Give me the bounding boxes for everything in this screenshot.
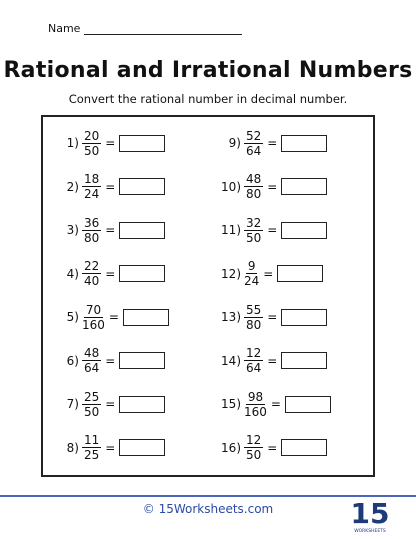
problem-number: 7): [66, 397, 79, 411]
worksheets-logo-icon: [350, 493, 390, 535]
fraction: [244, 433, 263, 462]
problem-number: 9): [228, 136, 241, 150]
numerator: 98: [247, 389, 264, 404]
denominator: 80: [246, 187, 262, 201]
problem-number: 6): [66, 353, 79, 368]
problem-number: 16): [221, 440, 241, 455]
answer-box[interactable]: [281, 352, 327, 369]
instructions: Convert the rational number in decimal number.: [68, 92, 348, 106]
equals-sign: =: [267, 179, 278, 194]
numerator: 25: [84, 389, 100, 404]
equals-sign: =: [105, 397, 116, 411]
name-label: Name: [48, 22, 81, 35]
problem-number: 13): [221, 310, 241, 324]
problem-number: 5): [66, 310, 79, 324]
fraction: [244, 390, 267, 419]
problem-number: 12): [221, 266, 241, 281]
logo-wordmark: WORKSHEETS: [354, 529, 386, 534]
denominator: 50: [246, 230, 262, 245]
equals-sign: =: [105, 223, 116, 237]
problem-9: [215, 125, 327, 161]
footer-copyright[interactable]: © 15Worksheets.com: [142, 502, 274, 516]
equals-sign: =: [105, 266, 116, 281]
fraction: [244, 303, 263, 332]
numerator: 9: [247, 259, 256, 273]
fraction: [82, 433, 101, 462]
fraction: [82, 129, 101, 158]
denominator: 80: [246, 317, 262, 332]
name-field: [48, 22, 242, 35]
problem-box: [41, 115, 375, 477]
problem-12: [215, 256, 323, 292]
numerator: 20: [84, 128, 100, 143]
problem-8: [53, 430, 165, 466]
problem-6: [53, 343, 165, 379]
answer-box[interactable]: [281, 439, 327, 456]
denominator: 25: [84, 448, 100, 462]
problem-1: [53, 125, 165, 161]
numerator: 55: [246, 302, 262, 317]
equals-sign: =: [105, 440, 116, 455]
answer-box[interactable]: [119, 265, 165, 282]
denominator: 160: [244, 404, 267, 419]
denominator: 40: [84, 274, 100, 288]
fraction: [82, 303, 105, 332]
equals-sign: =: [263, 266, 274, 281]
numerator: 12: [246, 346, 262, 360]
problem-number: 2): [66, 179, 79, 194]
numerator: 48: [84, 346, 100, 360]
answer-box[interactable]: [277, 265, 323, 282]
fraction: [82, 259, 101, 288]
answer-box[interactable]: [285, 396, 331, 413]
problem-3: [53, 212, 165, 248]
problem-4: [53, 256, 165, 292]
problem-7: [53, 386, 165, 422]
problem-number: 11): [221, 223, 241, 237]
fraction: [244, 129, 263, 158]
answer-box[interactable]: [281, 135, 327, 152]
equals-sign: =: [105, 353, 116, 368]
answer-box[interactable]: [119, 396, 165, 413]
equals-sign: =: [267, 310, 278, 324]
answer-box[interactable]: [119, 178, 165, 195]
denominator: 64: [246, 361, 262, 375]
denominator: 160: [82, 317, 105, 332]
numerator: 12: [246, 433, 262, 447]
fraction: [244, 172, 263, 201]
equals-sign: =: [108, 310, 119, 324]
answer-box[interactable]: [123, 309, 169, 326]
problem-10: [215, 169, 327, 205]
fraction: [82, 172, 101, 201]
answer-box[interactable]: [281, 309, 327, 326]
fraction: [82, 346, 101, 375]
fraction: [244, 216, 263, 245]
problem-11: [215, 212, 327, 248]
problem-number: 3): [66, 223, 79, 237]
problem-number: 14): [221, 353, 241, 368]
numerator: 32: [246, 215, 262, 230]
problem-number: 10): [221, 179, 241, 194]
denominator: 64: [246, 143, 262, 158]
equals-sign: =: [267, 223, 278, 237]
fraction: [244, 259, 259, 288]
numerator: 48: [246, 172, 262, 186]
answer-box[interactable]: [119, 439, 165, 456]
denominator: 50: [84, 404, 100, 419]
answer-box[interactable]: [119, 352, 165, 369]
denominator: 80: [84, 230, 100, 245]
problem-14: [215, 343, 327, 379]
numerator: 11: [84, 433, 100, 447]
problem-number: 8): [66, 440, 79, 455]
answer-box[interactable]: [281, 222, 327, 239]
problem-16: [215, 430, 327, 466]
equals-sign: =: [105, 136, 116, 150]
answer-box[interactable]: [119, 222, 165, 239]
problem-15: [215, 386, 331, 422]
fraction: [82, 390, 101, 419]
numerator: 52: [246, 128, 262, 143]
equals-sign: =: [270, 397, 281, 411]
logo-number: 15: [350, 497, 390, 530]
numerator: 36: [84, 215, 100, 230]
problem-number: 4): [66, 266, 79, 281]
denominator: 50: [84, 143, 100, 158]
denominator: 64: [84, 361, 100, 375]
answer-box[interactable]: [281, 178, 327, 195]
denominator: 24: [244, 274, 260, 288]
equals-sign: =: [105, 179, 116, 194]
problem-number: 1): [66, 136, 79, 150]
page-title: Rational and Irrational Numbers: [3, 58, 413, 83]
name-line[interactable]: [84, 23, 242, 35]
denominator: 50: [246, 448, 262, 462]
numerator: 70: [85, 302, 102, 317]
problem-5: [53, 299, 169, 335]
denominator: 24: [84, 187, 100, 201]
equals-sign: =: [267, 353, 278, 368]
equals-sign: =: [267, 440, 278, 455]
problem-13: [215, 299, 327, 335]
problem-2: [53, 169, 165, 205]
problem-number: 15): [221, 397, 241, 411]
fraction: [244, 346, 263, 375]
fraction: [82, 216, 101, 245]
numerator: 18: [84, 172, 100, 186]
numerator: 22: [84, 259, 100, 273]
answer-box[interactable]: [119, 135, 165, 152]
equals-sign: =: [267, 136, 278, 150]
